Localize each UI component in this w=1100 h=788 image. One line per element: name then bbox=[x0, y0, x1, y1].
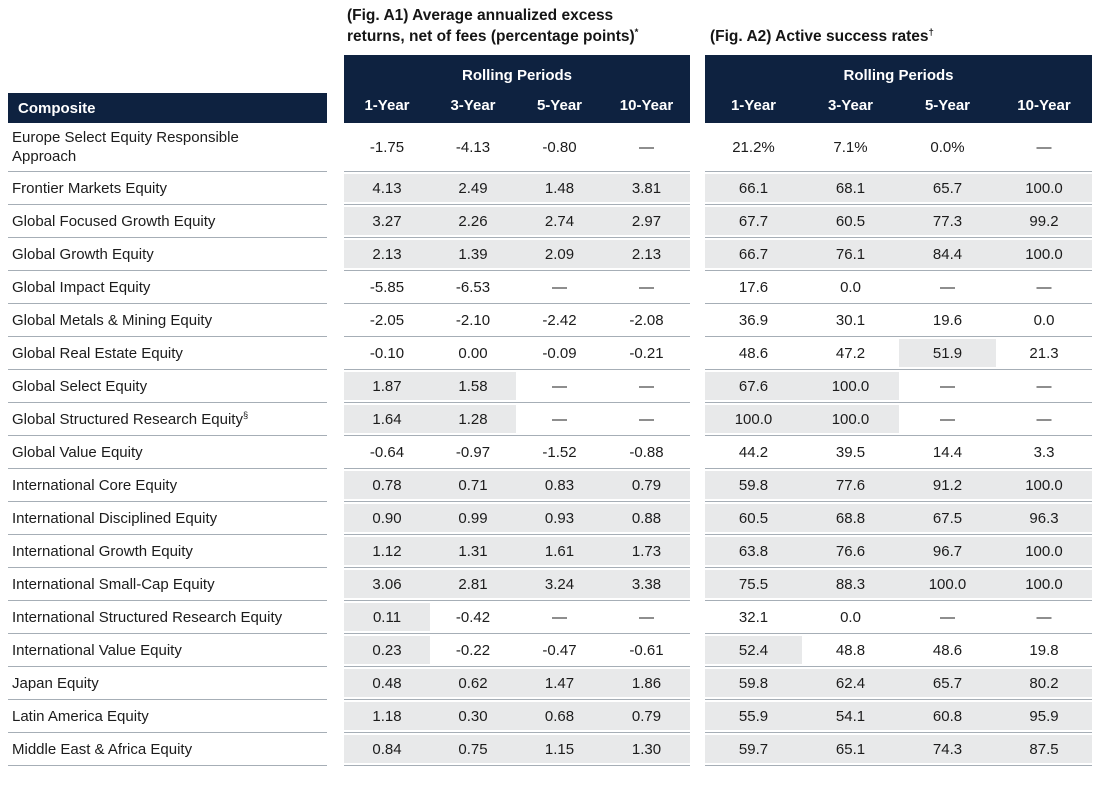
a1-value-cell: 3.27 bbox=[344, 205, 430, 238]
a1-value-cell: 0.88 bbox=[603, 502, 690, 535]
column-gap bbox=[690, 733, 705, 766]
a1-value-cell: 0.30 bbox=[430, 700, 516, 733]
column-gap bbox=[327, 469, 344, 502]
a2-value-cell: 60.8 bbox=[899, 700, 996, 733]
a2-value-cell: 47.2 bbox=[802, 337, 899, 370]
a1-value-cell: -2.05 bbox=[344, 304, 430, 337]
column-gap bbox=[327, 337, 344, 370]
column-gap bbox=[690, 601, 705, 634]
a2-value-cell: — bbox=[899, 601, 996, 634]
a1-value-cell: 0.79 bbox=[603, 469, 690, 502]
a1-value-cell: 0.84 bbox=[344, 733, 430, 766]
column-gap bbox=[327, 238, 344, 271]
a1-value-cell: 1.47 bbox=[516, 667, 603, 700]
a2-year-header-row bbox=[705, 91, 1092, 123]
column-gap bbox=[327, 535, 344, 568]
column-gap bbox=[327, 304, 344, 337]
a2-value-cell: 0.0 bbox=[802, 601, 899, 634]
a2-value-cell: 88.3 bbox=[802, 568, 899, 601]
a1-header-10-year: 10-Year bbox=[619, 96, 674, 114]
composite-name: Global Growth Equity bbox=[8, 238, 327, 271]
a2-value-cell: 68.1 bbox=[802, 172, 899, 205]
a1-value-cell: — bbox=[516, 601, 603, 634]
a2-value-cell: 52.4 bbox=[705, 634, 802, 667]
a1-value-cell: 1.31 bbox=[430, 535, 516, 568]
figure-a1-column-header bbox=[344, 55, 690, 123]
column-gap bbox=[690, 667, 705, 700]
a2-value-cell: 100.0 bbox=[802, 370, 899, 403]
a1-value-cell: 0.48 bbox=[344, 667, 430, 700]
composite-name: Global Focused Growth Equity bbox=[8, 205, 327, 238]
a2-value-cell: — bbox=[996, 403, 1092, 436]
column-gap bbox=[690, 502, 705, 535]
a2-value-cell: 14.4 bbox=[899, 436, 996, 469]
a2-value-cell: 32.1 bbox=[705, 601, 802, 634]
column-gap bbox=[327, 667, 344, 700]
a2-value-cell: 68.8 bbox=[802, 502, 899, 535]
a1-value-cell: -6.53 bbox=[430, 271, 516, 304]
a2-value-cell: 59.7 bbox=[705, 733, 802, 766]
a1-value-cell: 1.64 bbox=[344, 403, 430, 436]
a1-value-cell: -0.21 bbox=[603, 337, 690, 370]
a1-value-cell: — bbox=[603, 370, 690, 403]
a2-value-cell: 96.3 bbox=[996, 502, 1092, 535]
a1-value-cell: — bbox=[603, 601, 690, 634]
a2-value-cell: 0.0 bbox=[996, 304, 1092, 337]
a1-value-cell: 2.26 bbox=[430, 205, 516, 238]
a2-value-cell: 65.1 bbox=[802, 733, 899, 766]
a2-value-cell: 0.0 bbox=[802, 271, 899, 304]
a2-value-cell: 7.1% bbox=[802, 123, 899, 172]
composite-name: International Structured Research Equity bbox=[8, 601, 327, 634]
a2-value-cell: 84.4 bbox=[899, 238, 996, 271]
figure-a1-title-line1: (Fig. A1) Average annualized excess bbox=[347, 7, 614, 24]
a1-value-cell: -0.09 bbox=[516, 337, 603, 370]
a2-value-cell: 19.6 bbox=[899, 304, 996, 337]
a1-value-cell: 0.93 bbox=[516, 502, 603, 535]
a2-value-cell: 48.6 bbox=[705, 337, 802, 370]
a1-value-cell: 1.28 bbox=[430, 403, 516, 436]
table-header-area bbox=[0, 0, 1100, 123]
a2-value-cell: 100.0 bbox=[996, 535, 1092, 568]
a2-value-cell: — bbox=[996, 123, 1092, 172]
figure-a1-title-line2: returns, net of fees (percentage points) bbox=[347, 28, 635, 45]
a2-value-cell: 48.8 bbox=[802, 634, 899, 667]
column-gap bbox=[327, 634, 344, 667]
column-gap bbox=[327, 123, 344, 172]
a1-value-cell: 3.81 bbox=[603, 172, 690, 205]
column-gap bbox=[690, 172, 705, 205]
column-gap bbox=[690, 238, 705, 271]
composite-name: International Core Equity bbox=[8, 469, 327, 502]
a2-value-cell: 59.8 bbox=[705, 667, 802, 700]
a2-value-cell: 91.2 bbox=[899, 469, 996, 502]
column-gap bbox=[327, 370, 344, 403]
a1-value-cell: — bbox=[516, 271, 603, 304]
a1-value-cell: -0.42 bbox=[430, 601, 516, 634]
figure-a2-column-header bbox=[705, 55, 1092, 123]
column-gap bbox=[690, 568, 705, 601]
a1-value-cell: -0.88 bbox=[603, 436, 690, 469]
a2-value-cell: 87.5 bbox=[996, 733, 1092, 766]
a2-value-cell: 51.9 bbox=[899, 337, 996, 370]
composite-name: Global Metals & Mining Equity bbox=[8, 304, 327, 337]
a2-value-cell: 77.3 bbox=[899, 205, 996, 238]
a2-value-cell: 100.0 bbox=[802, 403, 899, 436]
a1-value-cell: 0.11 bbox=[344, 601, 430, 634]
a2-value-cell: 0.0% bbox=[899, 123, 996, 172]
a2-value-cell: 100.0 bbox=[705, 403, 802, 436]
composite-name: Frontier Markets Equity bbox=[8, 172, 327, 205]
a1-value-cell: 1.87 bbox=[344, 370, 430, 403]
column-gap bbox=[690, 436, 705, 469]
a1-value-cell: 0.68 bbox=[516, 700, 603, 733]
a1-value-cell: 0.00 bbox=[430, 337, 516, 370]
a2-value-cell: 74.3 bbox=[899, 733, 996, 766]
a2-value-cell: 62.4 bbox=[802, 667, 899, 700]
a2-value-cell: 100.0 bbox=[996, 238, 1092, 271]
a2-value-cell: 59.8 bbox=[705, 469, 802, 502]
a1-value-cell: -4.13 bbox=[430, 123, 516, 172]
composite-name: Global Structured Research Equity§ bbox=[8, 403, 327, 436]
a1-value-cell: 1.30 bbox=[603, 733, 690, 766]
composite-name: Europe Select Equity Responsible Approach bbox=[8, 123, 327, 172]
a1-value-cell: -0.97 bbox=[430, 436, 516, 469]
a2-value-cell: 99.2 bbox=[996, 205, 1092, 238]
column-gap bbox=[690, 304, 705, 337]
column-gap bbox=[690, 123, 705, 172]
a1-value-cell: 2.09 bbox=[516, 238, 603, 271]
a2-value-cell: 100.0 bbox=[899, 568, 996, 601]
a2-value-cell: 19.8 bbox=[996, 634, 1092, 667]
composite-name: International Growth Equity bbox=[8, 535, 327, 568]
a1-value-cell: -1.52 bbox=[516, 436, 603, 469]
a2-value-cell: 96.7 bbox=[899, 535, 996, 568]
composite-name: Global Impact Equity bbox=[8, 271, 327, 304]
a1-value-cell: 0.79 bbox=[603, 700, 690, 733]
a1-value-cell: -2.08 bbox=[603, 304, 690, 337]
figure-a2-footnote-mark: † bbox=[928, 26, 934, 38]
composite-name: Global Value Equity bbox=[8, 436, 327, 469]
composite-name: Latin America Equity bbox=[8, 700, 327, 733]
a1-value-cell: 1.39 bbox=[430, 238, 516, 271]
a1-value-cell: 1.15 bbox=[516, 733, 603, 766]
composite-name: International Small-Cap Equity bbox=[8, 568, 327, 601]
a1-value-cell: -0.80 bbox=[516, 123, 603, 172]
a2-value-cell: 67.7 bbox=[705, 205, 802, 238]
a2-value-cell: 65.7 bbox=[899, 667, 996, 700]
a1-value-cell: -1.75 bbox=[344, 123, 430, 172]
composite-name: International Disciplined Equity bbox=[8, 502, 327, 535]
a1-value-cell: 1.86 bbox=[603, 667, 690, 700]
a1-value-cell: — bbox=[516, 370, 603, 403]
a1-value-cell: 0.62 bbox=[430, 667, 516, 700]
a2-value-cell: 75.5 bbox=[705, 568, 802, 601]
column-gap bbox=[690, 403, 705, 436]
a2-value-cell: 95.9 bbox=[996, 700, 1092, 733]
column-gap bbox=[690, 469, 705, 502]
a1-value-cell: 1.58 bbox=[430, 370, 516, 403]
composite-name: Japan Equity bbox=[8, 667, 327, 700]
a1-value-cell: 0.75 bbox=[430, 733, 516, 766]
column-gap bbox=[690, 700, 705, 733]
a1-value-cell: 0.99 bbox=[430, 502, 516, 535]
column-gap bbox=[690, 634, 705, 667]
a1-value-cell: -0.64 bbox=[344, 436, 430, 469]
a1-value-cell: 2.97 bbox=[603, 205, 690, 238]
column-gap bbox=[690, 271, 705, 304]
a2-value-cell: 60.5 bbox=[802, 205, 899, 238]
a2-value-cell: 17.6 bbox=[705, 271, 802, 304]
a1-value-cell: 0.23 bbox=[344, 634, 430, 667]
a1-value-cell: 2.13 bbox=[344, 238, 430, 271]
column-gap bbox=[327, 403, 344, 436]
a1-value-cell: — bbox=[516, 403, 603, 436]
a1-value-cell: 4.13 bbox=[344, 172, 430, 205]
a1-rolling-periods-label: Rolling Periods bbox=[461, 66, 572, 84]
a1-value-cell: 2.74 bbox=[516, 205, 603, 238]
column-gap bbox=[690, 535, 705, 568]
a1-value-cell: -2.42 bbox=[516, 304, 603, 337]
a2-value-cell: — bbox=[996, 370, 1092, 403]
a1-value-cell: -2.10 bbox=[430, 304, 516, 337]
a2-value-cell: — bbox=[899, 403, 996, 436]
column-gap bbox=[690, 205, 705, 238]
a2-header-10-year: 10-Year bbox=[1017, 96, 1071, 114]
a1-value-cell: 1.73 bbox=[603, 535, 690, 568]
figure-a2-title bbox=[710, 26, 1095, 47]
a1-value-cell: 2.49 bbox=[430, 172, 516, 205]
composite-header-label: Composite bbox=[18, 99, 96, 117]
figure-a1-footnote-mark: * bbox=[634, 26, 639, 38]
composite-data-table bbox=[0, 123, 1100, 766]
a2-value-cell: 80.2 bbox=[996, 667, 1092, 700]
a2-header-3-year: 3-Year bbox=[827, 96, 874, 114]
a2-value-cell: 44.2 bbox=[705, 436, 802, 469]
a1-value-cell: 1.48 bbox=[516, 172, 603, 205]
a2-value-cell: 63.8 bbox=[705, 535, 802, 568]
a2-value-cell: — bbox=[899, 370, 996, 403]
a1-value-cell: 0.90 bbox=[344, 502, 430, 535]
a2-value-cell: 66.7 bbox=[705, 238, 802, 271]
composite-name: International Value Equity bbox=[8, 634, 327, 667]
a2-value-cell: 100.0 bbox=[996, 172, 1092, 205]
a2-value-cell: — bbox=[996, 601, 1092, 634]
column-gap bbox=[327, 172, 344, 205]
a2-value-cell: 60.5 bbox=[705, 502, 802, 535]
a1-header-3-year: 3-Year bbox=[450, 96, 496, 114]
a2-value-cell: 3.3 bbox=[996, 436, 1092, 469]
a1-value-cell: — bbox=[603, 403, 690, 436]
a1-value-cell: 3.24 bbox=[516, 568, 603, 601]
a2-value-cell: 76.1 bbox=[802, 238, 899, 271]
a2-value-cell: 100.0 bbox=[996, 568, 1092, 601]
a1-value-cell: 0.71 bbox=[430, 469, 516, 502]
column-gap bbox=[327, 700, 344, 733]
a2-value-cell: 54.1 bbox=[802, 700, 899, 733]
a2-value-cell: 36.9 bbox=[705, 304, 802, 337]
column-gap bbox=[327, 568, 344, 601]
composite-name-footnote-mark: § bbox=[242, 409, 249, 420]
a2-value-cell: 48.6 bbox=[899, 634, 996, 667]
a2-value-cell: 67.6 bbox=[705, 370, 802, 403]
a2-value-cell: 100.0 bbox=[996, 469, 1092, 502]
composite-name: Middle East & Africa Equity bbox=[8, 733, 327, 766]
a1-value-cell: -5.85 bbox=[344, 271, 430, 304]
a1-value-cell: 1.12 bbox=[344, 535, 430, 568]
a2-header-1-year: 1-Year bbox=[730, 96, 777, 114]
a1-header-5-year: 5-Year bbox=[536, 96, 583, 114]
a1-value-cell: 3.38 bbox=[603, 568, 690, 601]
a1-value-cell: -0.61 bbox=[603, 634, 690, 667]
column-gap bbox=[690, 370, 705, 403]
a1-value-cell: 1.61 bbox=[516, 535, 603, 568]
column-gap bbox=[327, 205, 344, 238]
a2-value-cell: — bbox=[996, 271, 1092, 304]
composite-column-header bbox=[8, 93, 327, 123]
composite-name: Global Select Equity bbox=[8, 370, 327, 403]
a1-value-cell: -0.47 bbox=[516, 634, 603, 667]
a1-value-cell: — bbox=[603, 271, 690, 304]
a1-value-cell: -0.10 bbox=[344, 337, 430, 370]
a2-header-5-year: 5-Year bbox=[924, 96, 971, 114]
column-gap bbox=[327, 733, 344, 766]
figure-a1-title bbox=[347, 5, 692, 47]
column-gap bbox=[327, 436, 344, 469]
a1-value-cell: 0.83 bbox=[516, 469, 603, 502]
a1-value-cell: -0.22 bbox=[430, 634, 516, 667]
a1-year-header-row bbox=[344, 91, 690, 123]
column-gap bbox=[327, 502, 344, 535]
a2-value-cell: 65.7 bbox=[899, 172, 996, 205]
a2-value-cell: 21.2% bbox=[705, 123, 802, 172]
a2-value-cell: 76.6 bbox=[802, 535, 899, 568]
composite-name: Global Real Estate Equity bbox=[8, 337, 327, 370]
a1-value-cell: 1.18 bbox=[344, 700, 430, 733]
column-gap bbox=[327, 271, 344, 304]
column-gap bbox=[327, 601, 344, 634]
a1-value-cell: 3.06 bbox=[344, 568, 430, 601]
a2-value-cell: 66.1 bbox=[705, 172, 802, 205]
a2-value-cell: 67.5 bbox=[899, 502, 996, 535]
a1-header-1-year: 1-Year bbox=[364, 96, 410, 114]
a1-value-cell: 0.78 bbox=[344, 469, 430, 502]
column-gap bbox=[690, 337, 705, 370]
a1-value-cell: 2.81 bbox=[430, 568, 516, 601]
a2-value-cell: 39.5 bbox=[802, 436, 899, 469]
a2-value-cell: 77.6 bbox=[802, 469, 899, 502]
a2-value-cell: 21.3 bbox=[996, 337, 1092, 370]
a2-rolling-periods-label: Rolling Periods bbox=[843, 66, 954, 84]
a2-value-cell: 30.1 bbox=[802, 304, 899, 337]
a1-value-cell: — bbox=[603, 123, 690, 172]
figure-a2-title-text: (Fig. A2) Active success rates bbox=[710, 28, 929, 45]
a2-value-cell: — bbox=[899, 271, 996, 304]
a2-value-cell: 55.9 bbox=[705, 700, 802, 733]
a1-value-cell: 2.13 bbox=[603, 238, 690, 271]
